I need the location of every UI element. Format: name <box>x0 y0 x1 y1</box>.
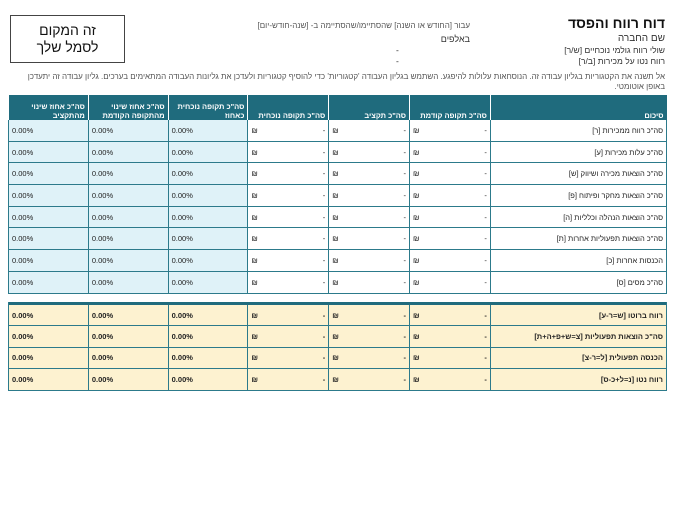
cell-value: - <box>403 190 407 200</box>
current-pct-value[interactable]: 0.00% <box>168 206 248 228</box>
current-period-value[interactable] <box>248 347 329 368</box>
current-pct-value[interactable]: 0.00% <box>168 120 248 141</box>
currency-symbol: ₪ <box>251 255 258 265</box>
table-header-row <box>9 95 667 120</box>
current-period-value[interactable] <box>248 206 329 228</box>
cell-value: - <box>403 125 407 135</box>
row-label[interactable]: סה"כ הוצאות מכירה ושיווק [ש] <box>490 163 666 185</box>
current-pct-value[interactable]: 0.00% <box>168 305 248 326</box>
budget-value[interactable] <box>329 228 410 250</box>
change-budget-pct-value[interactable]: 0.00% <box>9 305 89 326</box>
cell-value: - <box>403 255 407 265</box>
cell-value: - <box>484 353 487 363</box>
change-budget-pct-value[interactable]: 0.00% <box>9 141 89 163</box>
cell-value: - <box>484 234 487 244</box>
prev-period-value[interactable] <box>410 271 491 293</box>
row-label[interactable]: סה"כ עלות מכירות [ע] <box>490 141 666 163</box>
currency-symbol: ₪ <box>332 234 339 244</box>
currency-symbol: ₪ <box>251 234 258 244</box>
table-row <box>9 250 667 272</box>
instructions-note: אל תשנה את הקטגוריות בגליון עבודה זה. הנוסחאות עלולות להיפגע. השתמש בגליון העבודה 'קטגוריות' כדי להוסיף קטגוריות ולעדכן את גליונות העבודה המתאימים בערכים. גליון עבודה זה יתעדכן באופן אוטומטי. <box>27 72 665 91</box>
change-prev-pct-value[interactable]: 0.00% <box>88 250 168 272</box>
current-period-value[interactable] <box>248 250 329 272</box>
cell-value: - <box>403 277 407 287</box>
row-label[interactable]: סה"כ מסים [ס] <box>490 271 666 293</box>
currency-symbol: ₪ <box>332 147 339 157</box>
budget-value[interactable] <box>329 271 410 293</box>
current-pct-value[interactable]: 0.00% <box>168 326 248 347</box>
change-budget-pct-value[interactable]: 0.00% <box>9 163 89 185</box>
prev-period-value[interactable] <box>410 141 491 163</box>
current-period-value[interactable] <box>248 120 329 141</box>
cell-value: - <box>403 374 407 384</box>
current-pct-value[interactable]: 0.00% <box>168 271 248 293</box>
gross-profit-label: שולי רווח גולמי נוכחיים [ש/ר] <box>564 45 665 55</box>
current-period-value[interactable] <box>248 369 329 390</box>
page-title: דוח רווח והפסד <box>567 15 665 31</box>
currency-symbol: ₪ <box>413 374 420 384</box>
cell-value: - <box>322 234 326 244</box>
prev-period-value[interactable] <box>410 305 491 326</box>
cell-value: - <box>484 374 487 384</box>
logo-line-1: זה המקום <box>39 22 96 38</box>
col-header-change-prev-pct: סה"כ אחוז שינוי מהתקופה הקודמת <box>88 95 168 120</box>
prev-period-value[interactable] <box>410 206 491 228</box>
currency-symbol: ₪ <box>413 255 420 265</box>
row-label[interactable]: סה"כ הוצאות מחקר ופיתוח [פ] <box>490 185 666 207</box>
change-budget-pct-value[interactable]: 0.00% <box>9 120 89 141</box>
currency-symbol: ₪ <box>413 310 420 320</box>
budget-value[interactable] <box>329 163 410 185</box>
currency-symbol: ₪ <box>251 169 258 179</box>
col-header-prev-period: סה"כ תקופה קודמת <box>410 95 491 120</box>
currency-symbol: ₪ <box>413 234 420 244</box>
change-prev-pct-value[interactable]: 0.00% <box>88 163 168 185</box>
gross-profit-value: - <box>396 45 399 55</box>
currency-symbol: ₪ <box>251 190 258 200</box>
cell-value: - <box>322 374 326 384</box>
current-pct-value[interactable]: 0.00% <box>168 347 248 368</box>
cell-value: - <box>484 277 487 287</box>
row-label[interactable]: הכנסות אחרות [כ] <box>490 250 666 272</box>
current-pct-value[interactable]: 0.00% <box>168 369 248 390</box>
cell-value: - <box>403 332 407 342</box>
cell-value: - <box>403 234 407 244</box>
cell-value: - <box>403 169 407 179</box>
table-row <box>9 347 667 368</box>
units-label: באלפים <box>440 34 470 44</box>
change-budget-pct-value[interactable]: 0.00% <box>9 185 89 207</box>
currency-symbol: ₪ <box>413 277 420 287</box>
budget-value[interactable] <box>329 120 410 141</box>
change-prev-pct-value[interactable]: 0.00% <box>88 305 168 326</box>
change-budget-pct-value[interactable]: 0.00% <box>9 206 89 228</box>
currency-symbol: ₪ <box>332 255 339 265</box>
prev-period-value[interactable] <box>410 163 491 185</box>
cell-value: - <box>322 147 326 157</box>
prev-period-value[interactable] <box>410 185 491 207</box>
col-header-current-period: סה"כ תקופה נוכחית <box>248 95 329 120</box>
change-prev-pct-value[interactable]: 0.00% <box>88 141 168 163</box>
col-header-budget: סה"כ תקציב <box>329 95 410 120</box>
current-period-value[interactable] <box>248 228 329 250</box>
prev-period-value[interactable] <box>410 120 491 141</box>
table-row <box>9 326 667 347</box>
cell-value: - <box>322 212 326 222</box>
prev-period-value[interactable] <box>410 326 491 347</box>
cell-value: - <box>322 190 326 200</box>
currency-symbol: ₪ <box>332 125 339 135</box>
cell-value: - <box>403 310 407 320</box>
current-pct-value[interactable]: 0.00% <box>168 163 248 185</box>
cell-value: - <box>403 147 407 157</box>
row-label[interactable]: הכנסה תפעולית [ל=ר-צ] <box>490 347 666 368</box>
currency-symbol: ₪ <box>332 310 339 320</box>
net-profit-value: - <box>396 56 399 66</box>
current-period-value[interactable] <box>248 271 329 293</box>
change-prev-pct-value[interactable]: 0.00% <box>88 369 168 390</box>
category-table <box>8 95 667 294</box>
net-profit-label: רווח נטו על מכירות [ב/ר] <box>578 56 665 66</box>
cell-value: - <box>322 277 326 287</box>
change-prev-pct-value[interactable]: 0.00% <box>88 271 168 293</box>
prev-period-value[interactable] <box>410 250 491 272</box>
cell-value: - <box>484 147 487 157</box>
budget-value[interactable] <box>329 206 410 228</box>
currency-symbol: ₪ <box>251 147 258 157</box>
table-row <box>9 185 667 207</box>
row-label[interactable]: רווח נטו [נ=ל+כ-ס] <box>490 369 666 390</box>
currency-symbol: ₪ <box>413 125 420 135</box>
budget-value[interactable] <box>329 326 410 347</box>
cell-value: - <box>484 255 487 265</box>
col-header-change-budget-pct: סה"כ אחוז שינוי מהתקציב <box>9 95 89 120</box>
change-budget-pct-value[interactable]: 0.00% <box>9 228 89 250</box>
currency-symbol: ₪ <box>413 147 420 157</box>
currency-symbol: ₪ <box>251 277 258 287</box>
table-row <box>9 369 667 390</box>
logo-line-2: לסמל שלך <box>36 39 99 55</box>
change-budget-pct-value[interactable]: 0.00% <box>9 369 89 390</box>
cell-value: - <box>322 169 326 179</box>
budget-value[interactable] <box>329 347 410 368</box>
cell-value: - <box>403 212 407 222</box>
cell-value: - <box>322 255 326 265</box>
table-row <box>9 228 667 250</box>
current-pct-value[interactable]: 0.00% <box>168 250 248 272</box>
row-label[interactable]: סה"כ הוצאות תפעוליות אחרות [ת] <box>490 228 666 250</box>
change-prev-pct-value[interactable]: 0.00% <box>88 206 168 228</box>
currency-symbol: ₪ <box>251 125 258 135</box>
currency-symbol: ₪ <box>332 190 339 200</box>
cell-value: - <box>484 332 487 342</box>
prev-period-value[interactable] <box>410 228 491 250</box>
change-budget-pct-value[interactable]: 0.00% <box>9 347 89 368</box>
col-header-current-pct: סה"כ תקופה נוכחית כאחוז <box>168 95 248 120</box>
table-row <box>9 163 667 185</box>
budget-value[interactable] <box>329 305 410 326</box>
currency-symbol: ₪ <box>332 277 339 287</box>
budget-value[interactable] <box>329 185 410 207</box>
cell-value: - <box>322 332 326 342</box>
current-period-value[interactable] <box>248 305 329 326</box>
change-prev-pct-value[interactable]: 0.00% <box>88 326 168 347</box>
table-row <box>9 206 667 228</box>
currency-symbol: ₪ <box>413 332 420 342</box>
cell-value: - <box>484 169 487 179</box>
currency-symbol: ₪ <box>251 332 259 342</box>
current-pct-value[interactable]: 0.00% <box>168 141 248 163</box>
period-line: עבור [החודש או השנה] שהסתיימו/שהסתיימה ב- [שנה-חודש-יום] <box>257 21 470 30</box>
current-period-value[interactable] <box>248 185 329 207</box>
current-period-value[interactable] <box>248 163 329 185</box>
col-header-summary: סיכום <box>490 95 666 120</box>
change-budget-pct-value[interactable]: 0.00% <box>9 271 89 293</box>
row-label[interactable]: סה"כ הוצאות תפעוליות [צ=ש+פ+ה+ת] <box>490 326 666 347</box>
currency-symbol: ₪ <box>332 332 339 342</box>
cell-value: - <box>403 353 407 363</box>
currency-symbol: ₪ <box>251 212 258 222</box>
cell-value: - <box>484 190 487 200</box>
company-name: שם החברה <box>617 33 665 44</box>
table-row <box>9 271 667 293</box>
table-row <box>9 120 667 141</box>
budget-value[interactable] <box>329 141 410 163</box>
budget-value[interactable] <box>329 369 410 390</box>
change-budget-pct-value[interactable]: 0.00% <box>9 250 89 272</box>
cell-value: - <box>484 212 487 222</box>
prev-period-value[interactable] <box>410 369 491 390</box>
prev-period-value[interactable] <box>410 347 491 368</box>
currency-symbol: ₪ <box>413 212 420 222</box>
change-prev-pct-value[interactable]: 0.00% <box>88 185 168 207</box>
row-label[interactable]: סה"כ הוצאות הנהלה וכלליות [ה] <box>490 206 666 228</box>
summary-table <box>8 302 667 391</box>
current-period-value[interactable] <box>248 141 329 163</box>
cell-value: - <box>484 310 487 320</box>
current-pct-value[interactable]: 0.00% <box>168 185 248 207</box>
budget-value[interactable] <box>329 250 410 272</box>
cell-value: - <box>322 125 326 135</box>
logo-placeholder <box>10 15 125 63</box>
change-budget-pct-value[interactable]: 0.00% <box>9 326 89 347</box>
table-row <box>9 141 667 163</box>
currency-symbol: ₪ <box>332 212 339 222</box>
cell-value: - <box>322 310 326 320</box>
currency-symbol: ₪ <box>413 169 420 179</box>
currency-symbol: ₪ <box>332 374 339 384</box>
currency-symbol: ₪ <box>413 353 420 363</box>
currency-symbol: ₪ <box>251 310 259 320</box>
currency-symbol: ₪ <box>413 190 420 200</box>
currency-symbol: ₪ <box>251 374 259 384</box>
current-pct-value[interactable]: 0.00% <box>168 228 248 250</box>
current-period-value[interactable] <box>248 326 329 347</box>
row-label[interactable]: סה"כ רווח ממכירות [ר] <box>490 120 666 141</box>
cell-value: - <box>322 353 326 363</box>
cell-value: - <box>484 125 487 135</box>
change-prev-pct-value[interactable]: 0.00% <box>88 347 168 368</box>
row-label[interactable]: רווח ברוטו [ש=ר-ע] <box>490 305 666 326</box>
currency-symbol: ₪ <box>251 353 259 363</box>
table-row <box>9 305 667 326</box>
change-prev-pct-value[interactable]: 0.00% <box>88 120 168 141</box>
currency-symbol: ₪ <box>332 353 339 363</box>
currency-symbol: ₪ <box>332 169 339 179</box>
change-prev-pct-value[interactable]: 0.00% <box>88 228 168 250</box>
